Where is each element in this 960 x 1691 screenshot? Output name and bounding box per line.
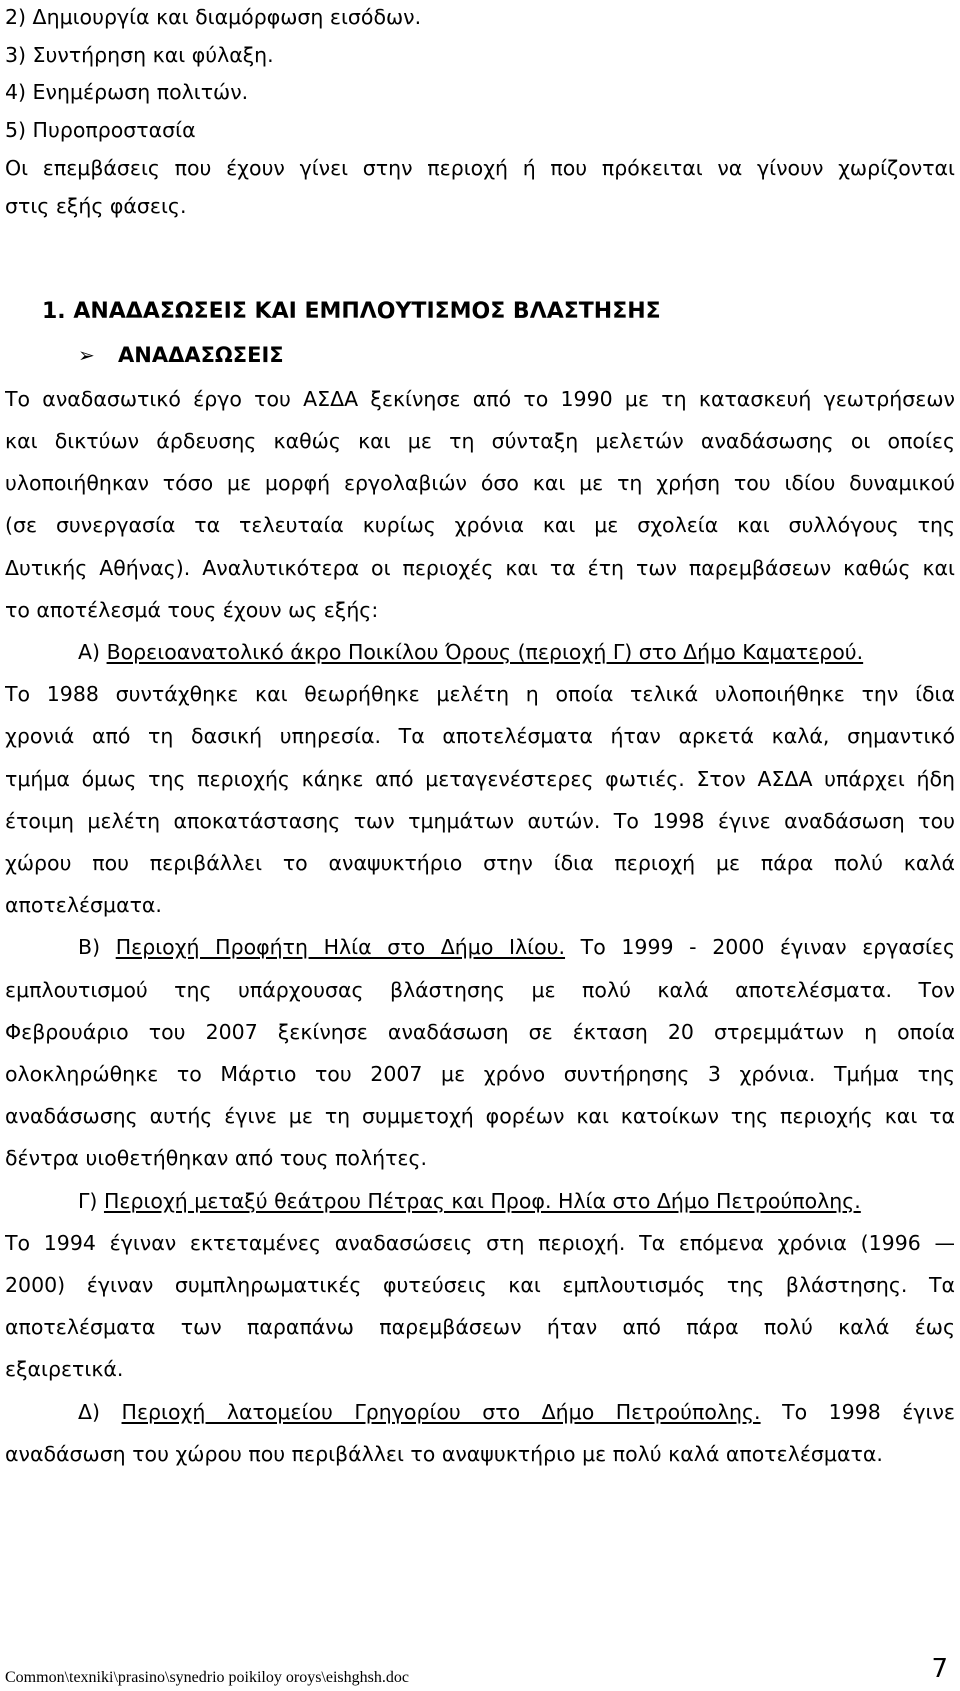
item-c-prefix: Γ) — [78, 1189, 98, 1213]
section-heading — [42, 297, 661, 327]
paragraph-line: υλοποιήθηκαν τόσο με μορφή εργολαβιών όσο και με τη χρήση του ιδίου δυναμικού — [5, 471, 955, 495]
item-d-heading — [78, 1397, 955, 1427]
list-item: 5) Πυροπροστασία — [5, 118, 196, 142]
paragraph-line: Το 1994 έγιναν εκτεταμένες αναδασώσεις στη περιοχή. Τα επόμενα χρόνια (1996 — — [5, 1231, 955, 1255]
item-b-rest: Το 1999 - 2000 έγιναν εργασίες — [580, 935, 955, 959]
arrow-bullet-icon: ➢ — [78, 343, 95, 367]
paragraph-line: Δυτικής Αθήνας). Αναλυτικότερα οι περιοχές και τα έτη των παρεμβάσεων καθώς και — [5, 556, 955, 580]
item-b-title: Περιοχή Προφήτη Ηλία στο Δήμο Ιλίου. — [115, 935, 566, 959]
item-a-heading — [78, 637, 955, 667]
list-item: 2) Δημιουργία και διαμόρφωση εισόδων. — [5, 5, 422, 29]
item-a-title: Βορειοανατολικό άκρο Ποικίλου Όρους (περιοχή Γ) στο Δήμο Καματερού. — [106, 640, 864, 664]
item-b-heading — [78, 932, 955, 962]
paragraph-line: αναδάσωσης αυτής έγινε με τη συμμετοχή φορέων και κατοίκων της περιοχής και τα — [5, 1104, 955, 1128]
paragraph-line: εμπλουτισμού της υπάρχουσας βλάστησης με πολύ καλά αποτελέσματα. Τον — [5, 978, 955, 1002]
intro-text-line: στις εξής φάσεις. — [5, 194, 187, 218]
item-d-prefix: Δ) — [78, 1400, 101, 1424]
paragraph-line: αποτελέσματα των παραπάνω παρεμβάσεων ήταν από πάρα πολύ καλά έως — [5, 1315, 955, 1339]
paragraph-line: έτοιμη μελέτη αποκατάστασης των τμημάτων αυτών. Το 1998 έγινε αναδάσωση του — [5, 809, 955, 833]
paragraph-line: τμήμα όμως της περιοχής κάηκε από μεταγενέστερες φωτιές. Στον ΑΣΔΑ υπάρχει ήδη — [5, 767, 955, 791]
item-b-prefix: Β) — [78, 935, 101, 959]
paragraph-line: αναδάσωση του χώρου που περιβάλλει το αναψυκτήριο με πολύ καλά αποτελέσματα. — [5, 1442, 883, 1466]
paragraph-line: Το 1988 συντάχθηκε και θεωρήθηκε μελέτη η οποία τελικά υλοποιήθηκε την ίδια — [5, 682, 955, 706]
paragraph-line: 2000) έγιναν συμπληρωματικές φυτεύσεις και εμπλουτισμός της βλάστησης. Τα — [5, 1273, 955, 1297]
item-a-prefix: Α) — [78, 640, 101, 664]
footer-file-path: Common\texniki\prasino\synedrio poikiloy oroys\eishghsh.doc — [5, 1669, 409, 1686]
paragraph-line: δέντρα υιοθετήθηκαν από τους πολήτες. — [5, 1146, 428, 1170]
paragraph-line: χρονιά από τη δασική υπηρεσία. Τα αποτελέσματα ήταν αρκετά καλά, σημαντικό — [5, 724, 955, 748]
item-c-heading — [78, 1186, 955, 1216]
page-number: 7 — [931, 1654, 948, 1684]
paragraph-line: Φεβρουάριο του 2007 ξεκίνησε αναδάσωση σε έκταση 20 στρεμμάτων η οποία — [5, 1020, 955, 1044]
section-title: ΑΝΑΔΑΣΩΣΕΙΣ ΚΑΙ ΕΜΠΛΟΥΤΙΣΜΟΣ ΒΛΑΣΤΗΣΗΣ — [73, 299, 661, 324]
paragraph-line: εξαιρετικά. — [5, 1357, 124, 1381]
item-d-title: Περιοχή λατομείου Γρηγορίου στο Δήμο Πετρούπολης. — [121, 1400, 761, 1424]
paragraph-line: (σε συνεργασία τα τελευταία κυρίως χρόνια και με σχολεία και συλλόγους της — [5, 513, 955, 537]
list-item: 3) Συντήρηση και φύλαξη. — [5, 43, 274, 67]
subsection-heading — [78, 340, 284, 370]
item-d-rest: Το 1998 έγινε — [782, 1400, 955, 1424]
section-number: 1. — [42, 299, 66, 324]
list-item: 4) Ενημέρωση πολιτών. — [5, 80, 249, 104]
paragraph-line: ολοκληρώθηκε το Μάρτιο του 2007 με χρόνο συντήρησης 3 χρόνια. Τμήμα της — [5, 1062, 955, 1086]
paragraph-line: χώρου που περιβάλλει το αναψυκτήριο στην ίδια περιοχή με πάρα πολύ καλά — [5, 851, 955, 875]
paragraph-line: και δικτύων άρδευσης καθώς και με τη σύνταξη μελετών αναδάσωσης οι οποίες — [5, 429, 955, 453]
paragraph-line: αποτελέσματα. — [5, 893, 162, 917]
intro-text-line: Οι επεμβάσεις που έχουν γίνει στην περιοχή ή που πρόκειται να γίνουν χωρίζονται — [5, 156, 955, 180]
paragraph-line: το αποτέλεσμά τους έχουν ως εξής: — [5, 598, 379, 622]
paragraph-line: Το αναδασωτικό έργο του ΑΣΔΑ ξεκίνησε από το 1990 με τη κατασκευή γεωτρήσεων — [5, 387, 955, 411]
subsection-title: ΑΝΑΔΑΣΩΣΕΙΣ — [118, 343, 284, 367]
item-c-title: Περιοχή μεταξύ θεάτρου Πέτρας και Προφ. Ηλία στο Δήμο Πετρούπολης. — [103, 1189, 861, 1213]
